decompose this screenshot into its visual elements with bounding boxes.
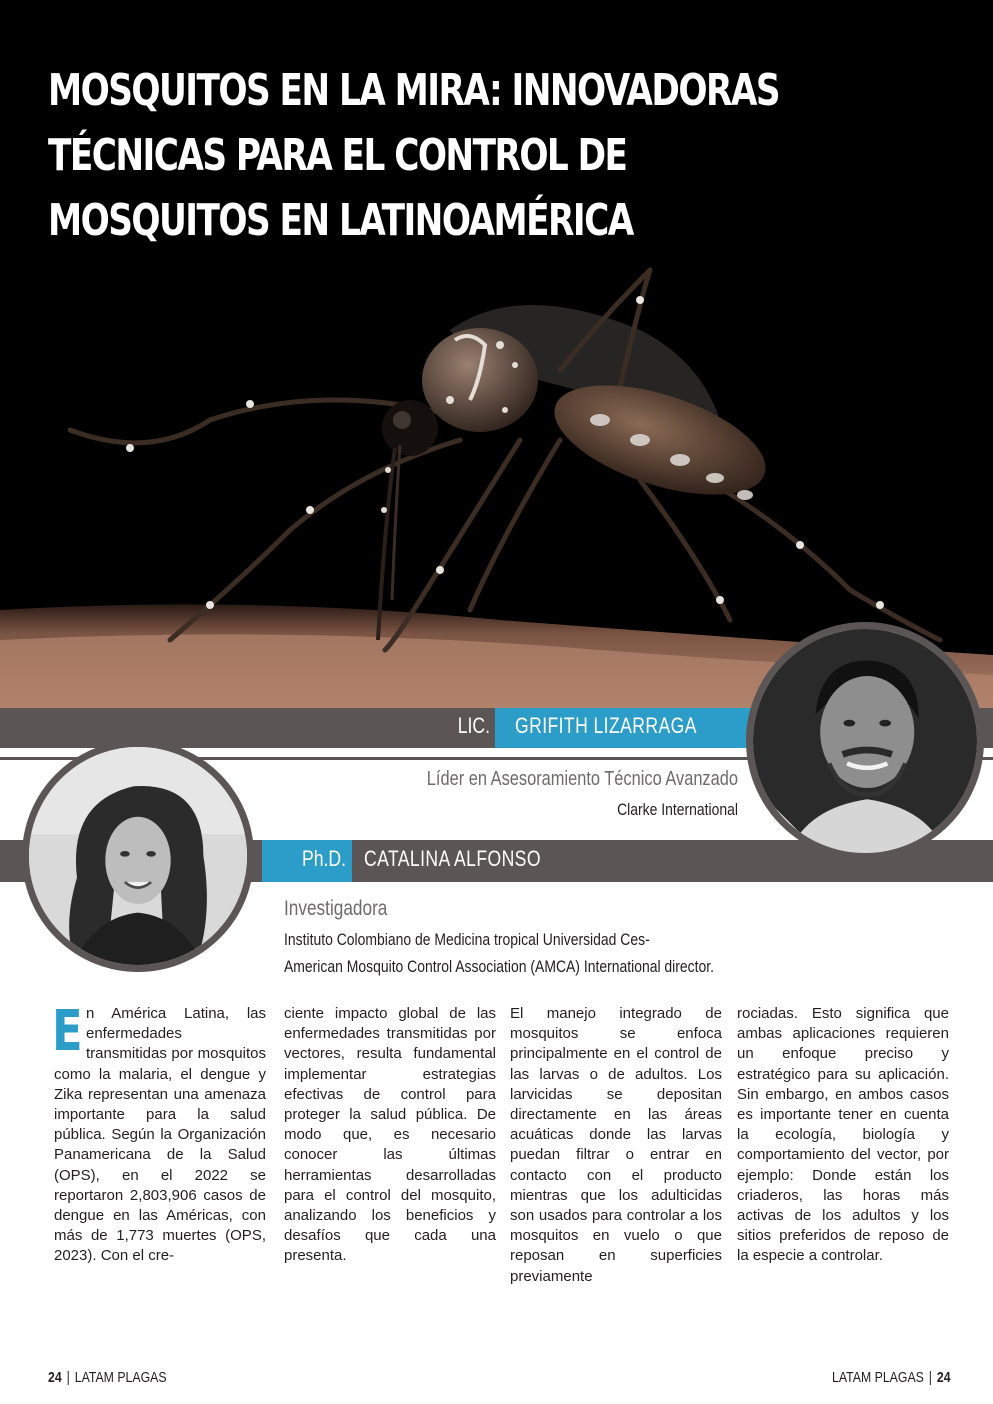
footer-left (48, 1369, 167, 1386)
column-2-text: ciente impacto global de las enfermedades transmitidas por vectores, resulta fundamental implementar estrategias efectivas de control para proteger la salud pública. De modo que, es necesario conocer las últimas herramientas desarrolladas para el control del mosquito, analizando los beneficios y desafíos que cada una presenta. (284, 1005, 496, 1265)
article-headline (48, 58, 779, 253)
author2-organization-line-1: Instituto Colombiano de Medicina tropical Universidad Ces- (284, 930, 650, 949)
author2-role: Investigadora (284, 897, 388, 920)
magazine-name-left: LATAM PLAGAS (74, 1369, 167, 1386)
page-number-right: 24 (937, 1369, 951, 1386)
article-column-4 (737, 1004, 949, 1267)
author1-organization: Clarke International (617, 800, 738, 819)
author1-name: GRIFITH LIZARRAGA (515, 713, 697, 738)
column-4-text: rociadas. Esto significa que ambas aplicaciones requieren un enfoque preciso y estratégico para su aplicación. Sin embargo, en ambos casos es importante tener en cuenta la ecología, biología y comportamiento del vector, por ejemplo: Donde están los criaderos, las horas más activas de los adultos y los sitios preferidos de reposo de la especie a controlar. (737, 1005, 949, 1265)
footer-right (832, 1369, 951, 1386)
author2-portrait (22, 740, 254, 972)
page-number-left: 24 (48, 1369, 62, 1386)
magazine-name-right: LATAM PLAGAS (832, 1369, 925, 1386)
author1-role: Líder en Asesoramiento Técnico Avanzado (426, 768, 738, 790)
woman-portrait-photo (29, 747, 247, 965)
headline-line-3: MOSQUITOS EN LATINOAMÉRICA (48, 195, 633, 246)
footer-separator-right: | (929, 1369, 933, 1386)
article-column-3 (510, 1004, 722, 1287)
author2-title: Ph.D. (301, 846, 346, 871)
author1-title: LIC. (457, 713, 490, 738)
author1-portrait (746, 622, 984, 860)
article-column-2 (284, 1004, 496, 1267)
author2-name: CATALINA ALFONSO (364, 846, 541, 871)
headline-line-1: MOSQUITOS EN LA MIRA: INNOVADORAS (48, 65, 779, 116)
article-column-1 (52, 999, 266, 1267)
column-3-text: El manejo integrado de mosquitos se enfoca principalmente en el control de las larvas o de adultos. Los larvicidas se depositan directamente en las áreas acuáticas donde las larvas puedan filtrar o entrar en contacto con el producto mientras que los adulticidas son usados para controlar a los mosquitos en vuelo o que reposan en superficies previamente (510, 1005, 722, 1285)
author2-organization-line-2: American Mosquito Control Association (AMCA) International director. (284, 957, 715, 976)
footer-separator-left: | (66, 1369, 70, 1386)
headline-line-2: TÉCNICAS PARA EL CONTROL DE (48, 130, 627, 181)
column-1-text: n América Latina, las enfermedades transmitidas por mosquitos como la malaria, el dengue y Zika representan una amenaza importante para la salud pública. Según la Organización Panamericana de la Salud (OPS), en el 2022 se reportaron 2,803,906 casos de dengue en las Américas, con más de 1,773 muertes (OPS, 2023). Con el cre- (54, 1005, 266, 1265)
drop-cap: E (52, 999, 83, 1064)
man-portrait-photo (753, 629, 977, 853)
